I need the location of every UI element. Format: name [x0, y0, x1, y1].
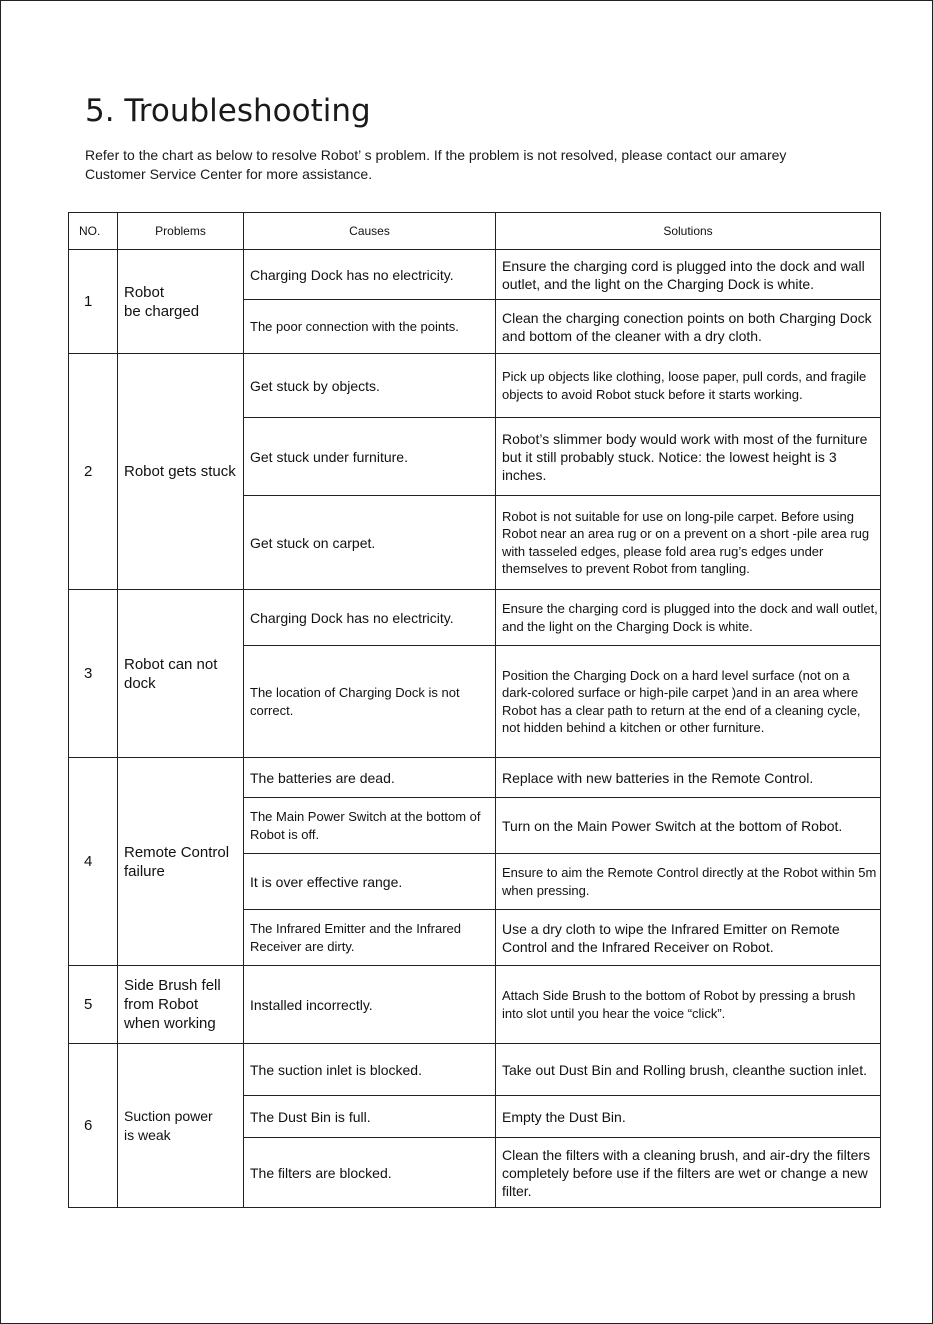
solution-cell: Ensure to aim the Remote Control directly at the Robot within 5m when pressing. — [496, 854, 881, 910]
cause-cell: It is over effective range. — [244, 854, 496, 910]
cause-cell: The Main Power Switch at the bottom of Robot is off. — [244, 798, 496, 854]
solution-cell: Robot’s slimmer body would work with most of the furniture but it still probably stuck. Notice: the lowest height is 3 inches. — [496, 418, 881, 496]
table-header-row — [69, 213, 881, 250]
cause-cell: The Infrared Emitter and the Infrared Receiver are dirty. — [244, 910, 496, 966]
cause-cell: Installed incorrectly. — [244, 966, 496, 1044]
cause-cell: The location of Charging Dock is not correct. — [244, 646, 496, 758]
problem-cell: Robot can not dock — [118, 590, 244, 758]
cause-cell: The poor connection with the points. — [244, 300, 496, 354]
row-number: 6 — [69, 1044, 118, 1208]
problem-cell: Remote Control failure — [118, 758, 244, 966]
intro-text — [85, 146, 895, 184]
header-solutions: Solutions — [496, 213, 881, 250]
row-number: 5 — [69, 966, 118, 1044]
cause-cell: The filters are blocked. — [244, 1138, 496, 1208]
solution-cell: Position the Charging Dock on a hard level surface (not on a dark-colored surface or high-pile carpet )and in an area where Robot has a clear path to return at the end of a cleaning cycle, not hidden behind a kitchen or other furniture. — [496, 646, 881, 758]
header-no: NO. — [69, 213, 118, 250]
table-body — [69, 250, 881, 1208]
problem-cell: Side Brush fell from Robot when working — [118, 966, 244, 1044]
row-number: 2 — [69, 354, 118, 590]
row-number: 4 — [69, 758, 118, 966]
row-number: 3 — [69, 590, 118, 758]
cause-cell: The Dust Bin is full. — [244, 1096, 496, 1138]
solution-cell: Empty the Dust Bin. — [496, 1096, 881, 1138]
table-row — [69, 758, 881, 798]
solution-cell: Turn on the Main Power Switch at the bottom of Robot. — [496, 798, 881, 854]
solution-cell: Clean the filters with a cleaning brush, and air-dry the filters completely before use if the filters are wet or change a new filter. — [496, 1138, 881, 1208]
header-causes: Causes — [244, 213, 496, 250]
intro-line-2: Customer Service Center for more assistance. — [85, 166, 373, 182]
cause-cell: Charging Dock has no electricity. — [244, 590, 496, 646]
solution-cell: Replace with new batteries in the Remote Control. — [496, 758, 881, 798]
problem-cell: Robot be charged — [118, 250, 244, 354]
header-problems: Problems — [118, 213, 244, 250]
problem-cell: Suction power is weak — [118, 1044, 244, 1208]
solution-cell: Use a dry cloth to wipe the Infrared Emitter on Remote Control and the Infrared Receiver on Robot. — [496, 910, 881, 966]
cause-cell: Get stuck under furniture. — [244, 418, 496, 496]
page-title: 5. Troubleshooting — [85, 93, 371, 129]
solution-cell: Take out Dust Bin and Rolling brush, cleanthe suction inlet. — [496, 1044, 881, 1096]
cause-cell: Get stuck by objects. — [244, 354, 496, 418]
cause-cell: The batteries are dead. — [244, 758, 496, 798]
solution-cell: Pick up objects like clothing, loose paper, pull cords, and fragile objects to avoid Robot stuck before it starts working. — [496, 354, 881, 418]
solution-cell: Attach Side Brush to the bottom of Robot by pressing a brush into slot until you hear the voice “click”. — [496, 966, 881, 1044]
solution-cell: Ensure the charging cord is plugged into the dock and wall outlet, and the light on the Charging Dock is white. — [496, 590, 881, 646]
table-row — [69, 966, 881, 1044]
solution-cell: Robot is not suitable for use on long-pile carpet. Before using Robot near an area rug or on a prevent on a short -pile area rug with tasseled edges, please fold area rug’s edges under themselves to prevent Robot from tangling. — [496, 496, 881, 590]
table-row — [69, 354, 881, 418]
table-row — [69, 590, 881, 646]
cause-cell: Get stuck on carpet. — [244, 496, 496, 590]
table-row — [69, 250, 881, 300]
solution-cell: Clean the charging conection points on both Charging Dock and bottom of the cleaner with a dry cloth. — [496, 300, 881, 354]
intro-line-1: Refer to the chart as below to resolve Robot’ s problem. If the problem is not resolved, please contact our amarey — [85, 147, 787, 163]
cause-cell: Charging Dock has no electricity. — [244, 250, 496, 300]
row-number: 1 — [69, 250, 118, 354]
troubleshooting-table — [68, 212, 881, 1208]
cause-cell: The suction inlet is blocked. — [244, 1044, 496, 1096]
problem-cell: Robot gets stuck — [118, 354, 244, 590]
solution-cell: Ensure the charging cord is plugged into the dock and wall outlet, and the light on the Charging Dock is white. — [496, 250, 881, 300]
table-row — [69, 1044, 881, 1096]
